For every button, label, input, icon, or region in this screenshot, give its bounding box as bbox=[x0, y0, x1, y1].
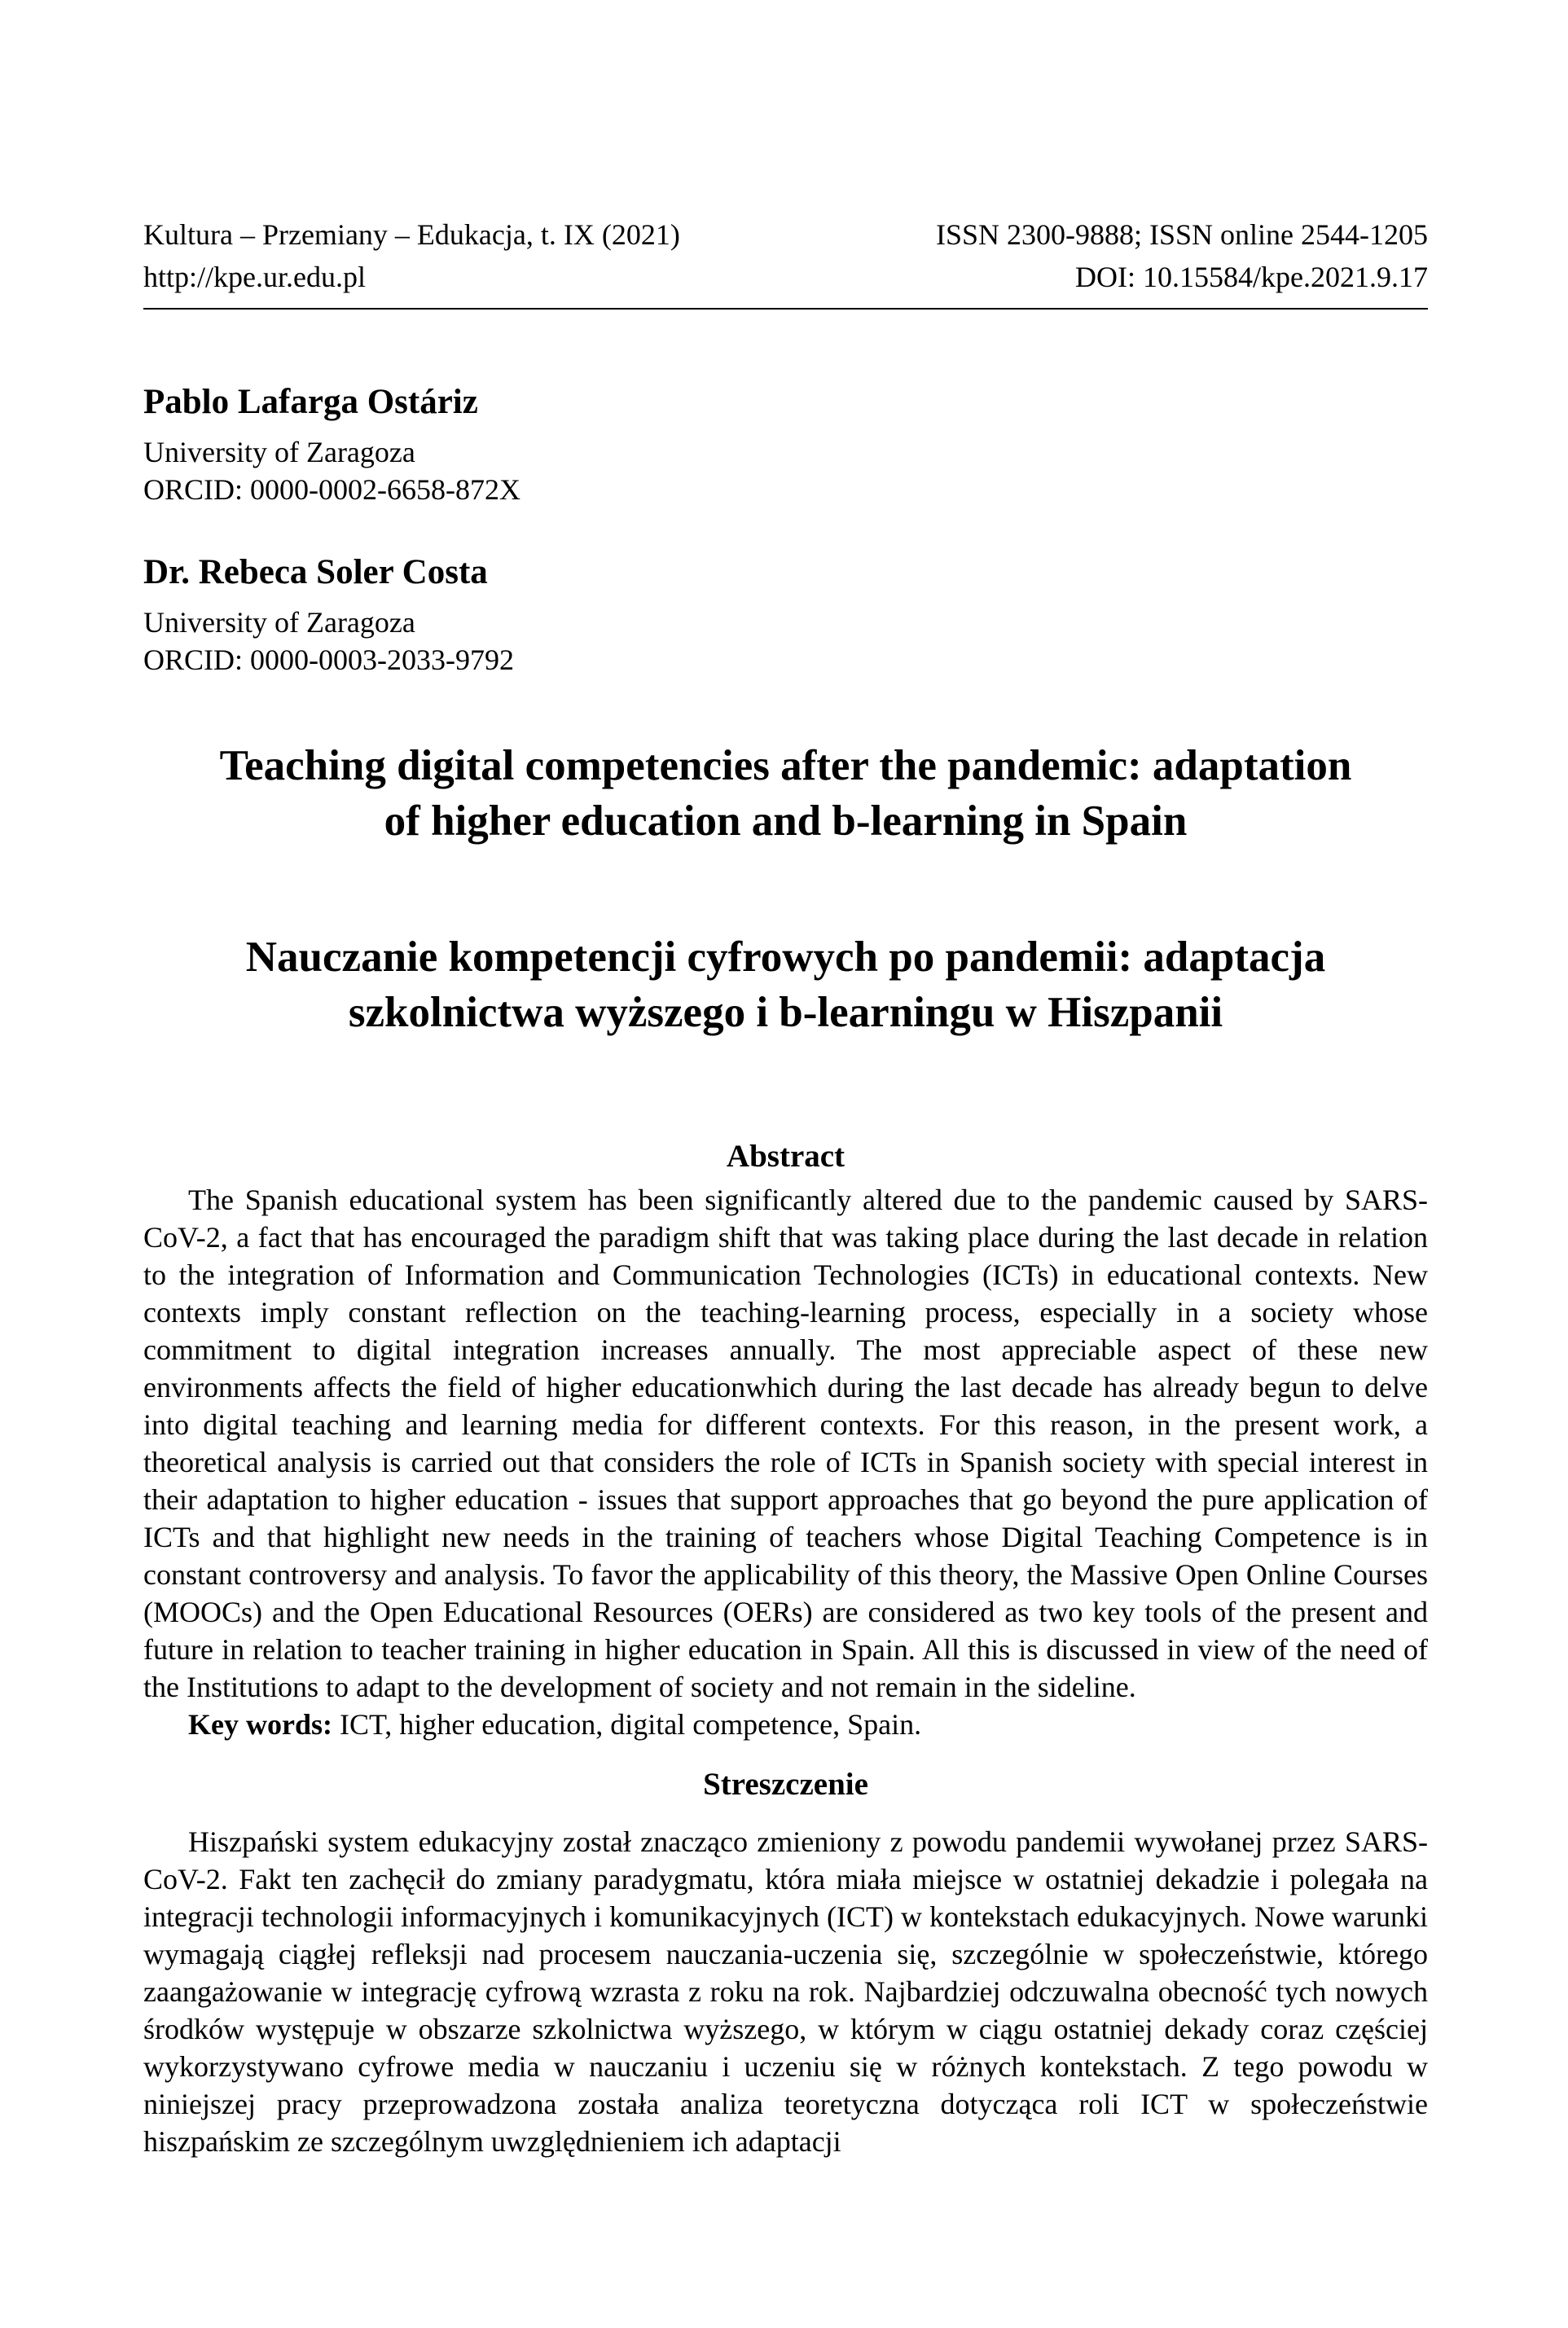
author-name: Pablo Lafarga Ostáriz bbox=[143, 383, 478, 421]
author-orcid: ORCID: 0000-0002-6658-872X bbox=[143, 473, 520, 506]
doi-line: DOI: 10.15584/kpe.2021.9.17 bbox=[1075, 261, 1428, 293]
abstract-body: The Spanish educational system has been significantly altered due to the pandemic caused by SARS-CoV-2, a fact that has encouraged the paradigm shift that was taking place during the last decade in relation to the integration of Information and Communication Technologies (ICTs) in educational contexts. New contexts imply constant reflection on the teaching-learning process, especially in a society whose commitment to digital integration increases annually. The most appreciable aspect of these new environments affects the field of higher educationwhich during the last decade has already begun to delve into digital teaching and learning media for different contexts. For this reason, in the present work, a theoretical analysis is carried out that considers the role of ICTs in Spanish society with special interest in their adaptation to higher education - issues that support approaches that go beyond the pure application of ICTs and that highlight new needs in the training of teachers whose Digital Teaching Competence is in constant controversy and analysis. To favor the applicability of this theory, the Massive Open Online Courses (MOOCs) and the Open Educational Resources (OERs) are considered as two key tools of the present and future in relation to teacher training in higher education in Spain. All this is discussed in view of the need of the Institutions to adapt to the development of society and not remain in the sideline. bbox=[143, 1184, 1428, 1703]
page-header bbox=[143, 213, 1428, 298]
journal-title: Kultura – Przemiany – Edukacja, t. IX (2021) bbox=[143, 218, 680, 251]
author-affiliation: University of Zaragoza bbox=[143, 606, 415, 639]
issn-line: ISSN 2300-9888; ISSN online 2544-1205 bbox=[935, 218, 1428, 251]
article-title-english-line-2: of higher education and b-learning in Spain bbox=[384, 797, 1188, 845]
author-block-1 bbox=[143, 381, 1428, 508]
streszczenie-heading: Streszczenie bbox=[703, 1767, 868, 1802]
author-orcid: ORCID: 0000-0003-2033-9792 bbox=[143, 643, 514, 676]
header-divider-rule bbox=[143, 308, 1428, 310]
article-title-polish-line-2: szkolnictwa wyższego i b-learningu w Hiszpanii bbox=[348, 989, 1223, 1036]
header-right bbox=[936, 213, 1428, 298]
authors-section bbox=[143, 381, 1428, 679]
article-title-polish bbox=[143, 929, 1428, 1040]
keywords-text: ICT, higher education, digital competence, Spain. bbox=[332, 1708, 922, 1741]
streszczenie-section bbox=[143, 1766, 1428, 2160]
article-title-english-line-1: Teaching digital competencies after the pandemic: adaptation bbox=[219, 742, 1352, 789]
article-title-polish-line-1: Nauczanie kompetencji cyfrowych po pandemii: adaptacja bbox=[245, 933, 1326, 981]
author-block-2 bbox=[143, 551, 1428, 679]
author-name: Dr. Rebeca Soler Costa bbox=[143, 553, 488, 591]
journal-url: http://kpe.ur.edu.pl bbox=[143, 261, 366, 293]
article-title-english bbox=[143, 738, 1428, 849]
streszczenie-body: Hiszpański system edukacyjny został znacząco zmieniony z powodu pandemii wywołanej przez SARS-CoV-2. Fakt ten zachęcił do zmiany paradygmatu, która miała miejsce w ostatniej dekadzie i polegała na integracji technologii informacyjnych i komunikacyjnych (ICT) w kontekstach edukacyjnych. Nowe warunki wymagają ciągłej refleksji nad procesem nauczania-uczenia się, szczególnie w społeczeństwie, którego zaangażowanie w integrację cyfrową wzrasta z roku na rok. Najbardziej odczuwalna obecność tych nowych środków występuje w obszarze szkolnictwa wyższego, w którym w ciągu ostatniej dekady coraz częściej wykorzystywano cyfrowe media w nauczaniu i uczeniu się w różnych kontekstach. Z tego powodu w niniejszej pracy przeprowadzona została analiza teoretyczna dotycząca roli ICT w społeczeństwie hiszpańskim ze szczególnym uwzględnieniem ich adaptacji bbox=[143, 1825, 1428, 2158]
keywords-line bbox=[143, 1706, 1428, 1743]
abstract-section bbox=[143, 1138, 1428, 1743]
keywords-label: Key words: bbox=[188, 1708, 332, 1741]
header-left bbox=[143, 213, 680, 298]
abstract-heading: Abstract bbox=[726, 1139, 845, 1174]
author-affiliation: University of Zaragoza bbox=[143, 436, 415, 468]
